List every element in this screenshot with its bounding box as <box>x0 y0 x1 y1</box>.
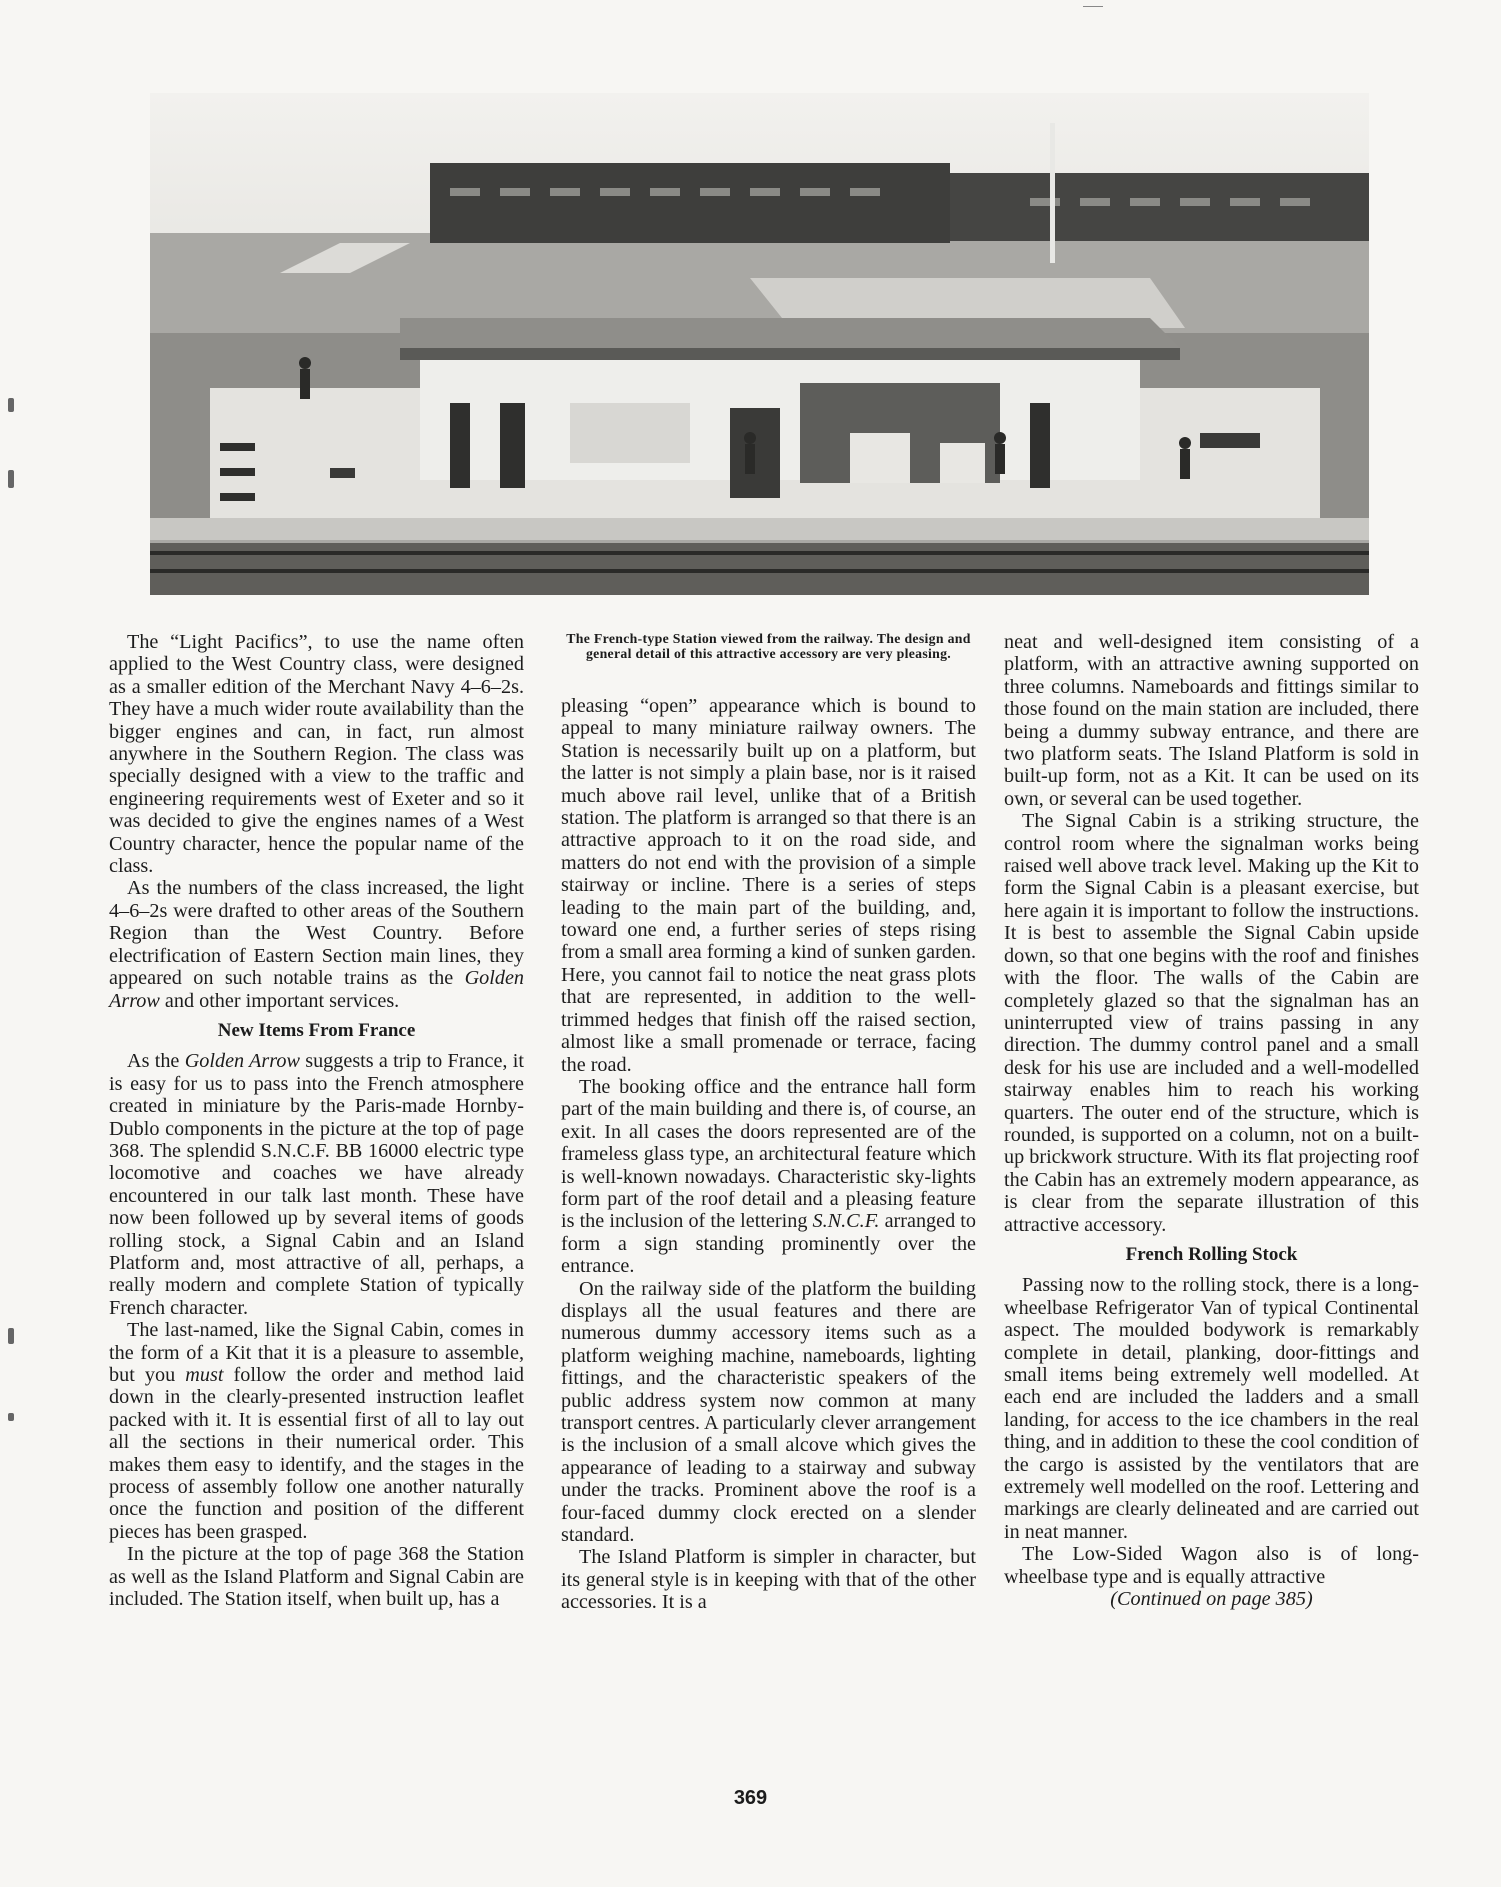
text-column-1 <box>109 631 524 1610</box>
section-heading: New Items From France <box>217 1019 416 1041</box>
top-rule <box>1083 6 1103 7</box>
paragraph: The Island Platform is simpler in character, but its general style is in keeping with that of the other accessories. It is a <box>561 1546 976 1614</box>
paragraph: pleasing “open” appearance which is bound to appeal to many miniature railway owners. The Station is necessarily built up on a platform, but the latter is not simply a plain base, nor is it raised much above rail level, unlike that of a British station. The platform is arranged so that there is an attractive approach to it on the road side, and matters do not end with the provision of a simple stairway or incline. There is a series of steps leading to the main part of the building, and, toward one end, a further series of steps rising from a small area forming a kind of sunken garden. Here, you cannot fail to notice the neat grass plots that are represented, in addition to the well-trimmed hedges that finish off the raised section, almost like a small promenade or terrace, facing the road. <box>561 695 976 1076</box>
paragraph: neat and well-designed item consisting of a platform, with an attractive awning supported on three columns. Nameboards and fittings similar to those found on the main station are included, there being a dummy subway entrance, and there are two platform seats. The Island Platform is sold in built-up form, not as a Kit. It can be used on its own, or several can be used together. <box>1004 631 1419 810</box>
french-station-model-photo <box>150 93 1369 595</box>
paragraph: The last-named, like the Signal Cabin, comes in the form of a Kit that it is a pleasure to assemble, but you must follow the order and method laid down in the clearly-presented instruction leaflet packed with it. It is essential first of all to lay out all the sections in their numerical order. This makes them easy to identify, and the stages in the process of assembly follow one another naturally once the function and position of the different pieces has been grasped. <box>109 1319 525 1543</box>
photo-caption: The French-type Station viewed from the railway. The design and general detail of this attractive accessory are very pleasing. <box>566 631 971 661</box>
continued-note: (Continued on page 385) <box>1110 1588 1313 1611</box>
margin-mark <box>8 1328 14 1344</box>
margin-mark <box>8 1413 14 1421</box>
paragraph: The booking office and the entrance hall form part of the main building and there is, of course, an exit. In all cases the doors represented are of the frameless glass type, an architectural feature which is well-known nowadays. Characteristic sky-lights form part of the roof detail and a pleasing feature is the inclusion of the lettering S.N.C.F. arranged to form a sign standing prominently over the entrance. <box>561 1075 977 1278</box>
text-column-2 <box>561 631 976 1614</box>
paragraph: Passing now to the rolling stock, there is a long-wheelbase Refrigerator Van of typical Continental aspect. The moulded bodywork is remarkably complete in detail, planking, door-fittings and small items being extremely well modelled. At each end are included the ladders and a small landing, for access to the ice chambers in the real thing, and in addition to these the cool condition of the cargo is assisted by the ventilators that are extremely well modelled on the roof. Lettering and markings are clearly delineated and are carried out in neat manner. <box>1004 1274 1419 1543</box>
paragraph: The Signal Cabin is a striking structure, the control room where the signalman works being raised well above track level. Making up the Kit to form the Signal Cabin is a pleasant exercise, but here again it is important to follow the instructions. It is best to assemble the Signal Cabin upside down, so that one begins with the roof and finishes with the floor. The walls of the Cabin are completely glazed so that the signalman has an uninterrupted view of trains passing in any direction. The dummy control panel and a small desk for his use are included and a well-modelled stairway enables him to reach his working quarters. The outer end of the structure, which is rounded, is supported on a column, not on a built-up brickwork structure. With its flat projecting roof the Cabin has an extremely modern appearance, as is clear from the separate illustration of this attractive accessory. <box>1004 810 1419 1236</box>
text-column-3 <box>1004 631 1419 1610</box>
margin-mark <box>8 470 14 488</box>
paragraph: As the numbers of the class increased, the light 4–6–2s were drafted to other areas of the Southern Region than the West Country. Before electrification of Eastern Section main lines, they appeared on such notable trains as the Golden Arrow and other important services. <box>109 877 524 1012</box>
paragraph: The “Light Pacifics”, to use the name often applied to the West Country class, were designed as a smaller edition of the Merchant Navy 4–6–2s. They have a much wider route availability than the bigger engines and can, in fact, run almost anywhere in the Southern Region. The class was specially designed with a view to the traffic and engineering requirements west of Exeter and so it was decided to give the engines names of a West Country character, hence the popular name of the class. <box>109 631 524 878</box>
section-heading: French Rolling Stock <box>1125 1243 1298 1265</box>
page-number: 369 <box>733 1787 768 1809</box>
paragraph: On the railway side of the platform the building displays all the usual features and there are numerous dummy accessory items such as a platform weighing machine, nameboards, lighting fittings, and the characteristic speakers of the public address system now common at many transport centres. A particularly clever arrangement is the inclusion of a small alcove which gives the appearance of leading to a stairway and subway under the tracks. Prominent above the roof is a four-faced dummy clock erected on a slender standard. <box>561 1277 976 1547</box>
margin-mark <box>8 398 14 412</box>
paragraph: In the picture at the top of page 368 the Station as well as the Island Platform and Signal Cabin are included. The Station itself, when built up, has a <box>109 1543 524 1611</box>
paragraph: The Low-Sided Wagon also is of long-wheelbase type and is equally attractive <box>1004 1543 1419 1588</box>
paragraph: As the Golden Arrow suggests a trip to France, it is easy for us to pass into the French atmosphere created in miniature by the Paris-made Hornby-Dublo components in the picture at the top of page 368. The splendid S.N.C.F. BB 16000 electric type locomotive and coaches we have already encountered in our talk last month. These have now been followed up by several items of goods rolling stock, a Signal Cabin and an Island Platform and, most attractive of all, perhaps, a really modern and complete Station of typically French character. <box>109 1050 524 1319</box>
